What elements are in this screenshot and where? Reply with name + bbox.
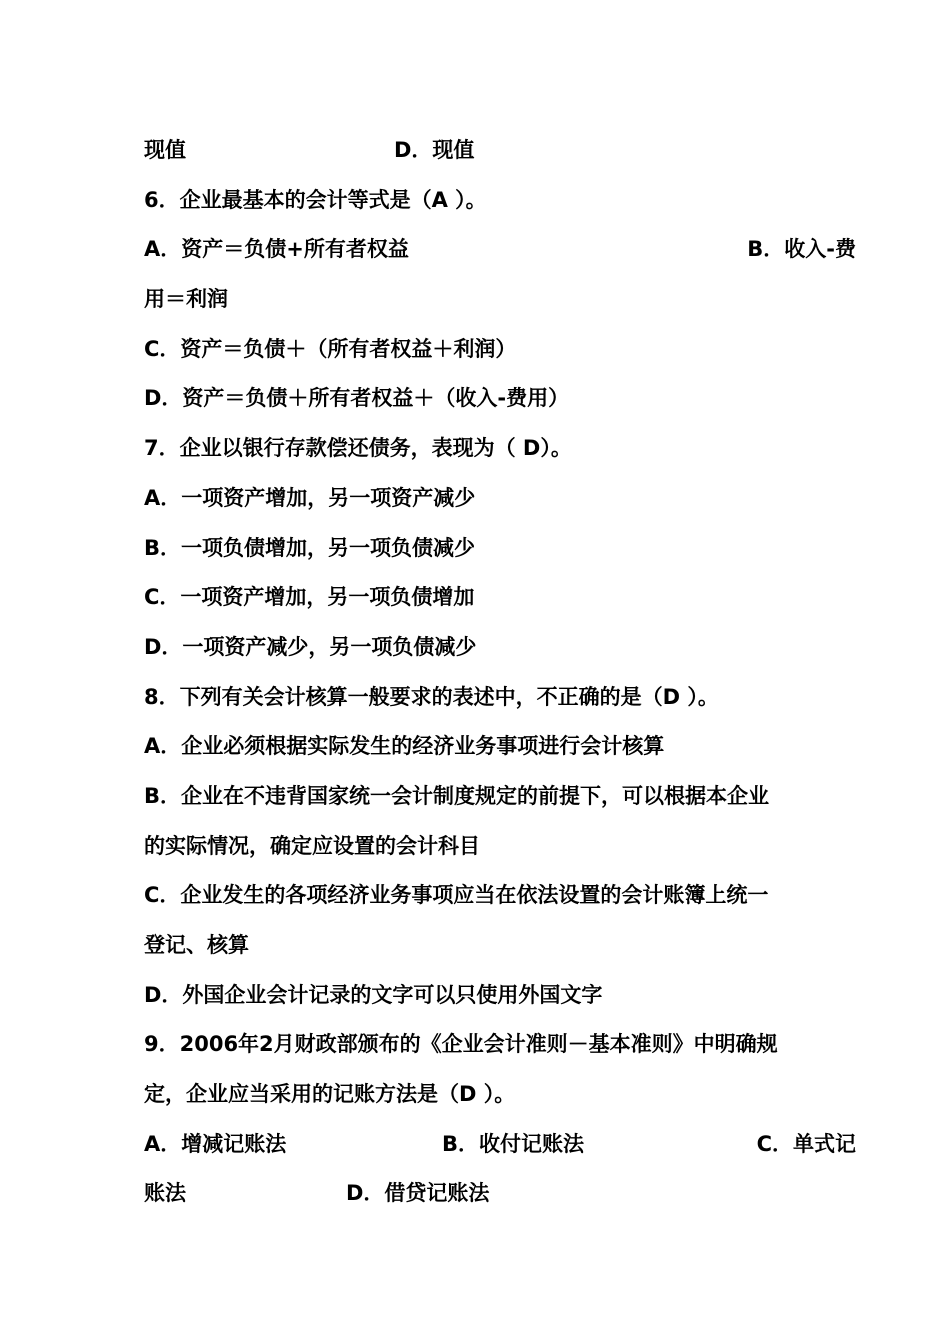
text-line bbox=[144, 1120, 856, 1170]
text-line bbox=[144, 225, 856, 275]
option-c: C．单式记 bbox=[756, 1131, 856, 1156]
option-text: 现值 bbox=[144, 138, 186, 162]
option-b-continued: 的实际情况，确定应设置的会计科目 bbox=[144, 833, 480, 858]
question-6: 6．企业最基本的会计等式是（A ）。 bbox=[144, 187, 487, 212]
question-8: 8．下列有关会计核算一般要求的表述中，不正确的是（D ）。 bbox=[144, 684, 719, 709]
option-c-continued: 登记、核算 bbox=[144, 933, 249, 957]
question-9: 9．2006年2月财政部颁布的《企业会计准则－基本准则》中明确规 bbox=[144, 1032, 778, 1057]
option-b-continued: 用＝利润 bbox=[144, 287, 228, 312]
option-d: D．现值 bbox=[394, 138, 475, 162]
option-c-continued: 账法 bbox=[144, 1181, 186, 1206]
question-7: 7．企业以银行存款偿还债务，表现为（ D）。 bbox=[144, 436, 572, 461]
text-line bbox=[144, 1169, 856, 1219]
option-d: D．资产＝负债＋所有者权益＋（收入-费用） bbox=[144, 386, 570, 411]
option-b: B．收入-费 bbox=[747, 237, 856, 262]
option-b: B．收付记账法 bbox=[442, 1131, 585, 1156]
option-c: C．一项资产增加，另一项负债增加 bbox=[144, 585, 475, 610]
option-a: A．增减记账法 bbox=[144, 1131, 287, 1156]
document-page bbox=[144, 126, 856, 1219]
question-9-continued: 定，企业应当采用的记账方法是（D ）。 bbox=[144, 1082, 516, 1107]
option-b: B．企业在不违背国家统一会计制度规定的前提下，可以根据本企业 bbox=[144, 783, 770, 808]
option-d: D．一项资产减少，另一项负债减少 bbox=[144, 634, 477, 659]
option-c: C．企业发生的各项经济业务事项应当在依法设置的会计账簿上统一 bbox=[144, 883, 769, 908]
option-c: C．资产＝负债＋（所有者权益＋利润） bbox=[144, 336, 517, 361]
option-b: B．一项负债增加，另一项负债减少 bbox=[144, 535, 476, 560]
option-a: A．资产＝负债+所有者权益 bbox=[144, 237, 409, 262]
option-a: A．企业必须根据实际发生的经济业务事项进行会计核算 bbox=[144, 734, 665, 759]
text-line bbox=[144, 126, 856, 176]
option-d: D．外国企业会计记录的文字可以只使用外国文字 bbox=[144, 982, 603, 1007]
option-d: D．借贷记账法 bbox=[346, 1181, 490, 1206]
option-a: A．一项资产增加，另一项资产减少 bbox=[144, 485, 476, 510]
